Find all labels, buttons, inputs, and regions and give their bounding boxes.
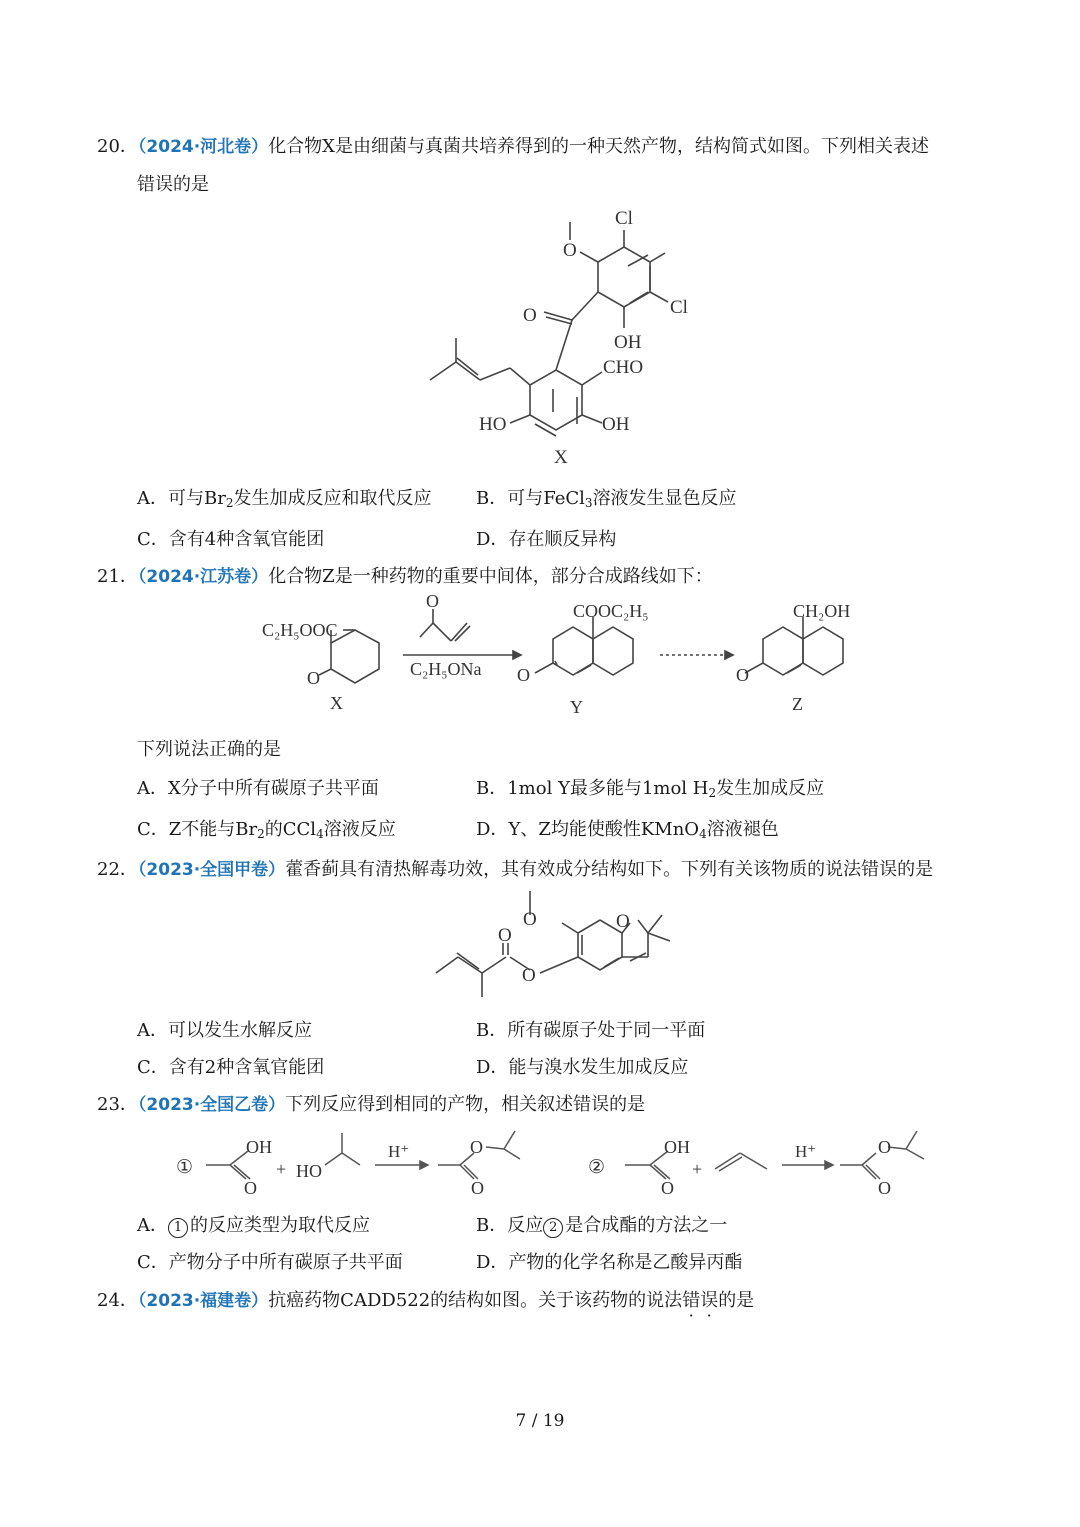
struct-label: Cl	[670, 297, 688, 318]
question-23	[97, 1090, 645, 1116]
reagent-label: C₂H₅ONa	[410, 659, 482, 679]
question-stem: 抗癌药物CADD522的结构如图。关于该药物的说法	[268, 1290, 683, 1311]
struct-label: O	[244, 1178, 257, 1198]
struct-label: C₂H₅OOC	[262, 620, 338, 640]
struct-label: O	[878, 1178, 891, 1198]
struct-label: OH	[614, 332, 642, 353]
question-stem: 化合物X是由细菌与真菌共培养得到的一种天然产物，结构简式如图。下列相关表述	[268, 136, 929, 157]
struct-label: HO	[296, 1161, 322, 1181]
compound-name: X	[330, 693, 343, 713]
struct-label: CHO	[603, 357, 644, 378]
plus-sign: +	[276, 1159, 287, 1179]
struct-label: HO	[479, 414, 507, 435]
option-a: A．X分子中所有碳原子共平面	[137, 778, 379, 799]
question-20	[97, 132, 929, 158]
question-source: （2023·全国甲卷）	[137, 860, 286, 880]
struct-label: O	[498, 925, 512, 946]
struct-label: Cl	[615, 208, 633, 229]
question-stem-end: 的是	[718, 1290, 755, 1311]
question-stem-continued: 错误的是	[137, 174, 209, 195]
question-number: 22．	[97, 859, 138, 880]
question-24	[97, 1286, 754, 1312]
question-source: （2023·福建卷）	[137, 1291, 269, 1311]
ageratochromene-structure	[430, 885, 680, 1005]
struct-label: OH	[246, 1137, 272, 1157]
option-d: D．能与溴水发生加成反应	[476, 1057, 689, 1078]
option-b: B．1mol Y最多能与1mol $H_2$发生加成反应	[476, 778, 825, 800]
struct-label: O	[523, 909, 537, 930]
compound-name: Y	[570, 697, 583, 717]
option-a: A．可与$Br_2$发生加成反应和取代反应	[137, 488, 432, 510]
question-source: （2024·江苏卷）	[137, 567, 269, 587]
struct-label: O	[471, 1178, 484, 1198]
option-b: B．可与FeCl$_3$溶液发生显色反应	[476, 488, 737, 510]
question-source: （2024·河北卷）	[137, 137, 269, 157]
question-number: 20．	[97, 136, 138, 157]
question-stem: 藿香蓟具有清热解毒功效，其有效成分结构如下。下列有关该物质的说法错误的是	[285, 859, 934, 880]
question-22	[97, 855, 933, 881]
question-source: （2023·全国乙卷）	[137, 1095, 286, 1115]
option-a: A．可以发生水解反应	[137, 1020, 312, 1041]
plus-sign: +	[692, 1159, 703, 1179]
option-d: D．产物的化学名称是乙酸异丙酯	[476, 1252, 743, 1273]
option-b: B．所有碳原子处于同一平面	[476, 1020, 706, 1041]
struct-label: O	[616, 911, 630, 932]
struct-label: O	[426, 595, 439, 611]
struct-label: O	[522, 965, 536, 986]
option-d: D．存在顺反异构	[476, 529, 617, 550]
option-c: C．产物分子中所有碳原子共平面	[137, 1252, 403, 1273]
emphasis-char: 错	[682, 1290, 701, 1311]
compound-x-structure	[420, 200, 710, 475]
struct-label: O	[307, 668, 320, 688]
struct-label: O	[661, 1178, 674, 1198]
compound-name: X	[554, 447, 568, 468]
page-number: 7 / 19	[515, 1411, 565, 1431]
option-c: C．含有4种含氧官能团	[137, 529, 325, 550]
question-number: 24．	[97, 1290, 138, 1311]
struct-label: O	[470, 1137, 483, 1157]
option-b: B．反应 2 是合成酯的方法之一	[476, 1215, 728, 1236]
reaction-number: ①	[176, 1157, 194, 1178]
struct-label: O	[517, 665, 530, 685]
compound-name: Z	[792, 694, 803, 714]
question-21	[97, 562, 713, 588]
question-prompt: 下列说法正确的是	[137, 739, 281, 760]
option-a: A． 1 的反应类型为取代反应	[137, 1215, 370, 1236]
struct-label: O	[878, 1137, 891, 1157]
struct-label: OH	[602, 414, 630, 435]
emphasis-char: 误	[700, 1290, 719, 1311]
reaction-number: ②	[588, 1157, 606, 1178]
catalyst-label: H⁺	[388, 1142, 410, 1161]
struct-label: O	[736, 665, 749, 685]
struct-label: O	[563, 240, 577, 261]
struct-label: CH₂OH	[793, 601, 851, 621]
struct-label: O	[523, 305, 537, 326]
option-d: D．Y、Z均能使酸性KMnO$_4$溶液褪色	[476, 819, 779, 841]
option-c: C．Z不能与$Br_2$的CCl$_4$溶液反应	[137, 819, 396, 841]
esterification-scheme	[170, 1125, 940, 1200]
option-c: C．含有2种含氧官能团	[137, 1057, 325, 1078]
struct-label: OH	[664, 1137, 690, 1157]
synthesis-scheme	[255, 595, 865, 720]
question-stem: 化合物Z是一种药物的重要中间体，部分合成路线如下：	[268, 566, 713, 587]
question-stem: 下列反应得到相同的产物，相关叙述错误的是	[285, 1094, 646, 1115]
question-number: 23．	[97, 1094, 138, 1115]
catalyst-label: H⁺	[795, 1142, 817, 1161]
question-number: 21．	[97, 566, 138, 587]
struct-label: COOC₂H₅	[573, 601, 649, 621]
